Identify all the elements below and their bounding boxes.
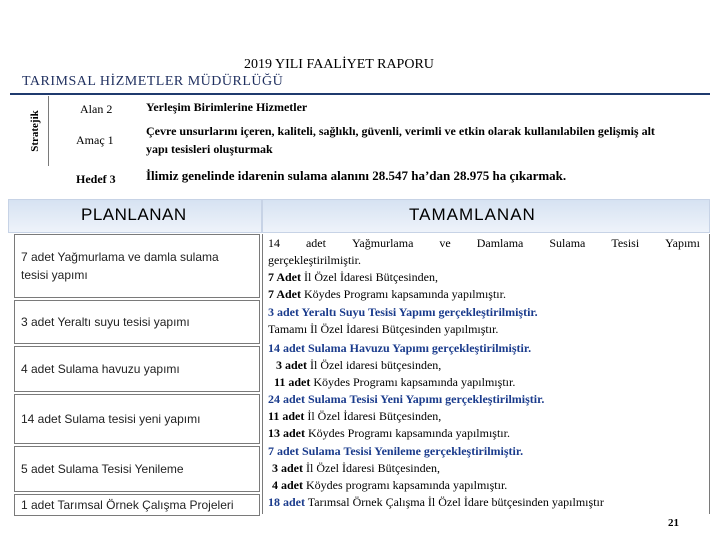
planned-item: 3 adet Yeraltı suyu tesisi yapımı [14,300,260,344]
planned-item-line: tesisi yapımı [21,268,88,282]
completed-line-15: 4 adet Köydes programı kapsamında yapılmıştır. [272,478,508,492]
title-divider [10,93,710,95]
completed-line-6: Tamamı İl Özel İdaresi Bütçesinden yapılmıştır. [268,322,499,336]
completed-line-7: 14 adet Sulama Havuzu Yapımı gerçekleştirilmiştir. [268,341,532,355]
strategic-side-label: Stratejik [29,110,41,152]
planned-item: 14 adet Sulama tesisi yeni yapımı [14,394,260,444]
completed-line-5: 3 adet Yeraltı Suyu Tesisi Yapımı gerçekleştirilmiştir. [268,305,538,319]
side-rule [48,96,49,166]
planned-item: 1 adet Tarımsal Örnek Çalışma Projeleri [14,494,260,516]
completed-line-11: 11 adet İl Özel İdaresi Bütçesinden, [268,409,442,423]
completed-line-8: 3 adet İl Özel idaresi bütçesinden, [276,358,442,372]
strategic-key-area: Alan 2 [80,102,113,116]
completed-line-1: 14 adet Yağmurlama ve Damlama Sulama Tesisi Yapımı [268,236,700,250]
strategic-value-goal-line1: Çevre unsurlarını içeren, kaliteli, sağlıklı, güvenli, verimli ve etkin olarak kullanılabilen gelişmiş alt [146,124,655,138]
planned-item: 5 adet Sulama Tesisi Yenileme [14,446,260,492]
page-number: 21 [668,517,679,529]
completed-line-10: 24 adet Sulama Tesisi Yeni Yapımı gerçekleştirilmiştir. [268,392,545,406]
completed-line-16: 18 adet Tarımsal Örnek Çalışma İl Özel İdare bütçesinden yapılmıştır [268,495,604,509]
planned-item: 4 adet Sulama havuzu yapımı [14,346,260,392]
completed-line-13: 7 adet Sulama Tesisi Yenileme gerçekleştirilmiştir. [268,444,524,458]
department-title: TARIMSAL HİZMETLER MÜDÜRLÜĞÜ [22,74,284,89]
planned-heading: PLANLANAN [8,199,262,233]
strategic-key-target: Hedef 3 [76,172,116,186]
planned-item [14,234,260,298]
strategic-value-target: İlimiz genelinde idarenin sulama alanını 28.547 ha’dan 28.975 ha çıkarmak. [146,168,567,183]
completed-line-3: 7 Adet İl Özel İdaresi Bütçesinden, [268,270,438,284]
completed-line-14: 3 adet İl Özel İdaresi Bütçesinden, [272,461,440,475]
completed-line-2: gerçekleştirilmiştir. [268,253,361,267]
strategic-value-goal-line2: yapı tesisleri oluşturmak [146,142,273,156]
completed-line-12: 13 adet Köydes Programı kapsamında yapılmıştır. [268,426,510,440]
strategic-value-area: Yerleşim Birimlerine Hizmetler [146,100,308,114]
completed-heading: TAMAMLANAN [262,199,710,233]
report-title: 2019 YILI FAALİYET RAPORU [244,57,434,72]
completed-line-9: 11 adet Köydes Programı kapsamında yapılmıştır. [274,375,516,389]
planned-item-line: 7 adet Yağmurlama ve damla sulama [21,250,219,264]
completed-line-4: 7 Adet Köydes Programı kapsamında yapılmıştır. [268,287,506,301]
strategic-key-goal: Amaç 1 [76,133,114,147]
